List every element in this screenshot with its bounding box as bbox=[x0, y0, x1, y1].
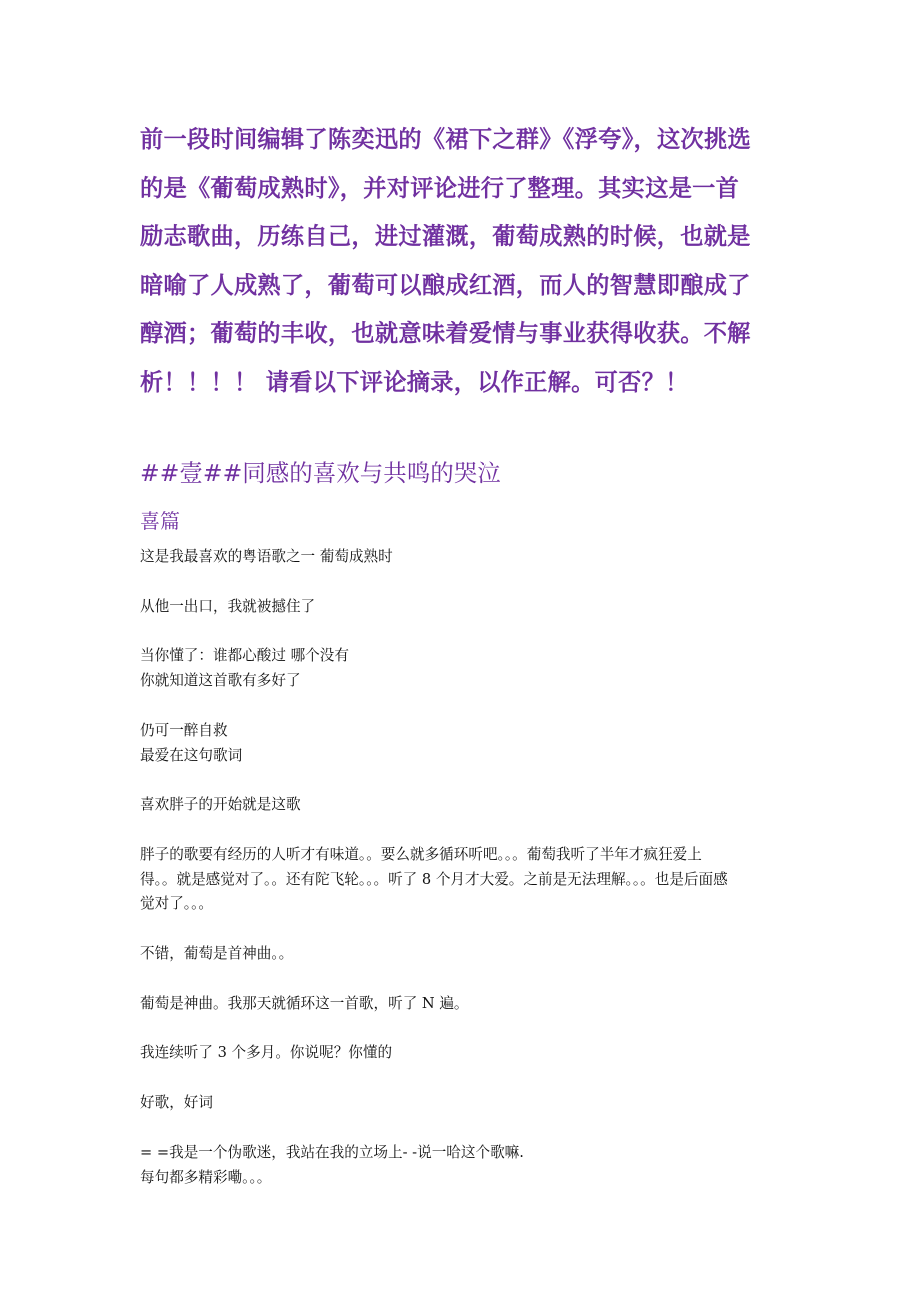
intro-line: 暗喻了人成熟了，葡萄可以酿成红酒，而人的智慧即酿成了 bbox=[140, 271, 751, 299]
comment-item bbox=[140, 1141, 785, 1190]
intro-line: 析！！！！ 请看以下评论摘录，以作正解。可否？！ bbox=[140, 368, 689, 396]
intro-paragraph bbox=[140, 116, 785, 408]
comment-line: 我连续听了 3 个多月。你说呢？你懂的 bbox=[140, 1044, 393, 1062]
comment-line: 不错，葡萄是首神曲。。 bbox=[140, 945, 294, 963]
comment-item bbox=[140, 545, 785, 570]
comment-line: 好歌，好词 bbox=[140, 1094, 213, 1112]
intro-line: 励志歌曲，历练自己，进过灌溉，葡萄成熟的时候，也就是 bbox=[140, 223, 751, 251]
comment-item bbox=[140, 1041, 785, 1066]
comment-line: 喜欢胖子的开始就是这歌 bbox=[140, 796, 301, 814]
comment-line: 仍可一醉自救 bbox=[140, 721, 228, 739]
comment-line: 最爱在这句歌词 bbox=[140, 746, 243, 764]
comment-line: 每句都多精彩嘞。。。 bbox=[140, 1168, 272, 1186]
comment-line: = =我是一个伪歌迷，我站在我的立场上- -说一哈这个歌嘛. bbox=[140, 1143, 524, 1161]
comment-item bbox=[140, 719, 785, 768]
sub-heading: 喜篇 bbox=[140, 509, 180, 533]
comment-line: 葡萄是神曲。我那天就循环这一首歌，听了 N 遍。 bbox=[140, 994, 469, 1012]
section-heading: ##壹##同感的喜欢与共鸣的哭泣 bbox=[140, 459, 501, 487]
comment-item bbox=[140, 595, 785, 620]
comment-line: 这是我最喜欢的粤语歌之一 葡萄成熟时 bbox=[140, 548, 393, 565]
intro-line: 的是《葡萄成熟时》，并对评论进行了整理。其实这是一首 bbox=[140, 174, 740, 202]
comment-item bbox=[140, 1091, 785, 1116]
comment-item bbox=[140, 992, 785, 1017]
comment-line: 得。。就是感觉对了。。还有陀飞轮。。。听了 8 个月才大爱。之前是无法理解。。。也是后面感 bbox=[140, 870, 728, 888]
comment-list bbox=[140, 545, 785, 1215]
intro-line: 前一段时间编辑了陈奕迅的《裙下之群》《浮夸》，这次挑选 bbox=[140, 126, 751, 153]
comment-item bbox=[140, 644, 785, 693]
comment-line: 从他一出口，我就被撼住了 bbox=[140, 597, 316, 615]
comment-item bbox=[140, 843, 785, 917]
comment-line: 当你懂了：谁都心酸过 哪个没有 bbox=[140, 647, 349, 665]
comment-line: 胖子的歌要有经历的人听才有味道。。要么就多循环听吧。。。葡萄我听了半年才疯狂爱上 bbox=[140, 845, 702, 863]
intro-line: 醇酒；葡萄的丰收，也就意味着爱情与事业获得收获。不解 bbox=[140, 320, 751, 348]
comment-item bbox=[140, 793, 785, 818]
comment-line: 觉对了。。。 bbox=[140, 895, 213, 913]
comment-line: 你就知道这首歌有多好了 bbox=[140, 672, 301, 690]
comment-item bbox=[140, 942, 785, 967]
